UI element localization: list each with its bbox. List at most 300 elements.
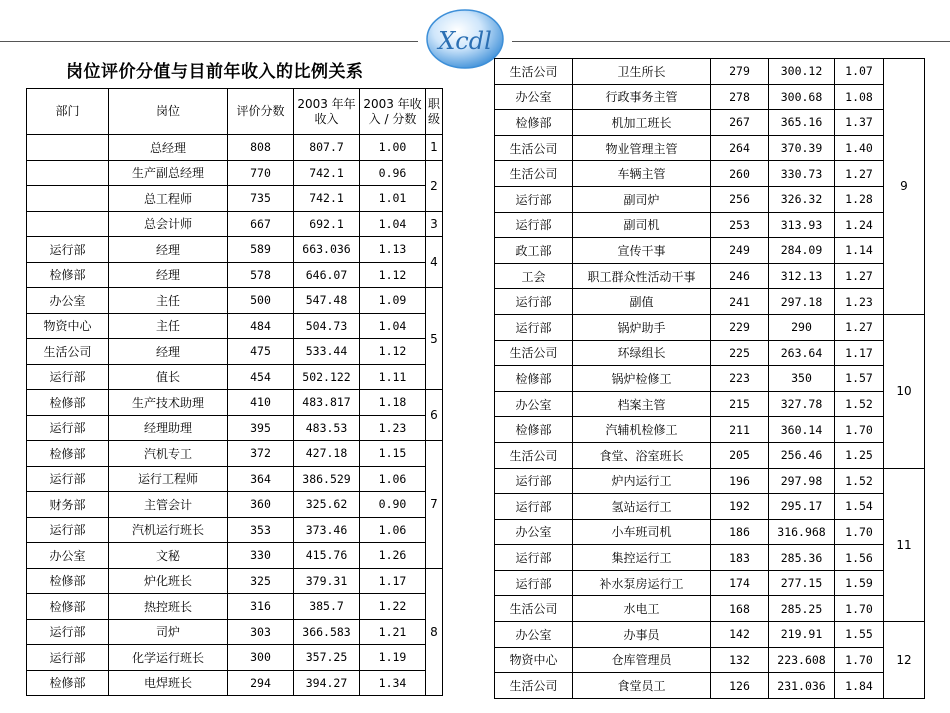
cell-ratio: 1.55 [835,622,884,648]
cell-ratio: 1.70 [835,417,884,443]
cell-score: 294 [228,670,294,696]
table-row [495,673,925,699]
cell-income: 386.529 [294,466,360,492]
cell-department: 生活公司 [495,59,573,85]
cell-department: 运行部 [27,517,109,543]
table-row [27,441,443,467]
cell-position: 职工群众性活动干事 [573,263,711,289]
cell-ratio: 1.40 [835,135,884,161]
cell-income: 357.25 [294,645,360,671]
table-row [495,570,925,596]
table-row [495,442,925,468]
cell-income: 502.122 [294,364,360,390]
cell-ratio: 1.52 [835,391,884,417]
cell-ratio: 1.70 [835,647,884,673]
cell-department: 办公室 [495,391,573,417]
cell-grade: 1 [426,135,443,161]
cell-grade: 6 [426,390,443,441]
cell-ratio: 1.54 [835,494,884,520]
cell-grade: 12 [884,622,925,699]
cell-income: 394.27 [294,670,360,696]
table-row [495,417,925,443]
cell-department: 运行部 [495,570,573,596]
table-row [495,59,925,85]
table-row [27,415,443,441]
cell-income: 285.25 [769,596,835,622]
cell-department: 生活公司 [495,340,573,366]
cell-position: 锅炉助手 [573,314,711,340]
cell-department: 办公室 [495,622,573,648]
cell-income: 742.1 [294,160,360,186]
cell-score: 325 [228,568,294,594]
cell-score: 578 [228,262,294,288]
cell-income: 263.64 [769,340,835,366]
cell-score: 278 [711,84,769,110]
cell-income: 807.7 [294,135,360,161]
cell-position: 办事员 [573,622,711,648]
cell-position: 电焊班长 [109,670,228,696]
cell-ratio: 1.27 [835,161,884,187]
cell-position: 经理助理 [109,415,228,441]
cell-department: 办公室 [27,288,109,314]
cell-department: 物资中心 [27,313,109,339]
cell-ratio: 1.37 [835,110,884,136]
cell-position: 化学运行班长 [109,645,228,671]
cell-department [27,211,109,237]
cell-score: 256 [711,186,769,212]
header-rule-left [0,41,418,42]
cell-department: 生活公司 [27,339,109,365]
cell-income: 533.44 [294,339,360,365]
cell-position: 车辆主管 [573,161,711,187]
table-row [27,517,443,543]
table-row [495,391,925,417]
cell-income: 277.15 [769,570,835,596]
cell-score: 475 [228,339,294,365]
table-row [27,645,443,671]
cell-income: 295.17 [769,494,835,520]
cell-ratio: 1.08 [835,84,884,110]
cell-score: 253 [711,212,769,238]
cell-score: 484 [228,313,294,339]
cell-score: 174 [711,570,769,596]
cell-position: 主管会计 [109,492,228,518]
cell-score: 410 [228,390,294,416]
cell-department: 运行部 [27,466,109,492]
cell-score: 364 [228,466,294,492]
cell-ratio: 1.13 [360,237,426,263]
header-ratio: 2003 年收入 / 分数 [360,89,426,135]
cell-grade: 8 [426,568,443,696]
cell-score: 126 [711,673,769,699]
cell-position: 总经理 [109,135,228,161]
cell-position: 汽机运行班长 [109,517,228,543]
table-row [495,647,925,673]
cell-ratio: 1.52 [835,468,884,494]
table-row [495,212,925,238]
cell-score: 330 [228,543,294,569]
cell-position: 炉内运行工 [573,468,711,494]
left-data-table [26,88,443,696]
cell-income: 350 [769,366,835,392]
header-position: 岗位 [109,89,228,135]
cell-department: 运行部 [27,619,109,645]
cell-score: 183 [711,545,769,571]
cell-grade: 11 [884,468,925,622]
cell-position: 氢站运行工 [573,494,711,520]
cell-score: 211 [711,417,769,443]
cell-department: 运行部 [495,212,573,238]
cell-position: 总工程师 [109,186,228,212]
cell-department: 运行部 [495,289,573,315]
cell-position: 仓库管理员 [573,647,711,673]
cell-score: 249 [711,238,769,264]
cell-ratio: 1.22 [360,594,426,620]
cell-position: 档案主管 [573,391,711,417]
cell-income: 326.32 [769,186,835,212]
cell-grade: 7 [426,441,443,569]
cell-department: 运行部 [495,545,573,571]
cell-ratio: 1.12 [360,262,426,288]
cell-income: 300.68 [769,84,835,110]
table-row [27,262,443,288]
cell-income: 373.46 [294,517,360,543]
cell-score: 279 [711,59,769,85]
cell-income: 325.62 [294,492,360,518]
cell-department: 物资中心 [495,647,573,673]
table-row [495,161,925,187]
cell-department: 检修部 [495,366,573,392]
cell-ratio: 1.26 [360,543,426,569]
cell-score: 735 [228,186,294,212]
cell-position: 卫生所长 [573,59,711,85]
cell-ratio: 1.19 [360,645,426,671]
table-row [495,545,925,571]
cell-score: 168 [711,596,769,622]
table-row [495,263,925,289]
cell-ratio: 1.27 [835,314,884,340]
cell-income: 483.817 [294,390,360,416]
cell-department: 检修部 [27,390,109,416]
cell-score: 229 [711,314,769,340]
cell-position: 生产技术助理 [109,390,228,416]
cell-position: 宣传干事 [573,238,711,264]
cell-ratio: 1.04 [360,211,426,237]
cell-ratio: 1.07 [835,59,884,85]
cell-ratio: 0.96 [360,160,426,186]
cell-grade: 3 [426,211,443,237]
cell-ratio: 1.06 [360,466,426,492]
cell-income: 663.036 [294,237,360,263]
cell-department: 生活公司 [495,596,573,622]
table-header-row [27,89,443,135]
cell-score: 770 [228,160,294,186]
cell-ratio: 1.04 [360,313,426,339]
cell-department [27,186,109,212]
header-score: 评价分数 [228,89,294,135]
cell-score: 241 [711,289,769,315]
table-row [495,289,925,315]
cell-ratio: 1.12 [360,339,426,365]
cell-position: 机加工班长 [573,110,711,136]
cell-department: 运行部 [495,468,573,494]
table-row [495,84,925,110]
cell-department: 运行部 [27,364,109,390]
cell-income: 297.18 [769,289,835,315]
table-row [495,468,925,494]
table-row [27,492,443,518]
cell-position: 热控班长 [109,594,228,620]
cell-grade: 9 [884,59,925,315]
cell-ratio: 1.70 [835,519,884,545]
cell-department: 检修部 [27,594,109,620]
cell-score: 500 [228,288,294,314]
cell-score: 142 [711,622,769,648]
cell-position: 经理 [109,262,228,288]
cell-ratio: 1.56 [835,545,884,571]
cell-position: 食堂员工 [573,673,711,699]
cell-income: 366.583 [294,619,360,645]
cell-ratio: 1.15 [360,441,426,467]
cell-department: 检修部 [27,670,109,696]
cell-department: 办公室 [495,84,573,110]
cell-department: 生活公司 [495,161,573,187]
cell-position: 物业管理主管 [573,135,711,161]
cell-score: 225 [711,340,769,366]
cell-income: 290 [769,314,835,340]
cell-ratio: 1.27 [835,263,884,289]
table-row [495,519,925,545]
cell-income: 365.16 [769,110,835,136]
table-row [27,594,443,620]
cell-position: 集控运行工 [573,545,711,571]
cell-position: 生产副总经理 [109,160,228,186]
cell-ratio: 1.28 [835,186,884,212]
cell-department: 生活公司 [495,673,573,699]
cell-score: 360 [228,492,294,518]
cell-ratio: 1.11 [360,364,426,390]
cell-ratio: 1.70 [835,596,884,622]
cell-grade: 5 [426,288,443,390]
cell-score: 454 [228,364,294,390]
table-row [27,619,443,645]
cell-ratio: 1.14 [835,238,884,264]
company-logo [425,8,505,70]
right-data-table [494,58,925,699]
cell-ratio: 1.00 [360,135,426,161]
cell-position: 经理 [109,339,228,365]
cell-ratio: 1.25 [835,442,884,468]
cell-position: 炉化班长 [109,568,228,594]
cell-income: 370.39 [769,135,835,161]
cell-score: 808 [228,135,294,161]
cell-score: 215 [711,391,769,417]
cell-income: 312.13 [769,263,835,289]
cell-score: 246 [711,263,769,289]
cell-income: 285.36 [769,545,835,571]
cell-department: 生活公司 [495,135,573,161]
table-row [495,135,925,161]
cell-position: 副司机 [573,212,711,238]
cell-income: 316.968 [769,519,835,545]
cell-position: 总会计师 [109,211,228,237]
table-row [495,186,925,212]
cell-department: 检修部 [495,417,573,443]
cell-ratio: 0.90 [360,492,426,518]
table-row [495,596,925,622]
table-row [495,314,925,340]
cell-score: 205 [711,442,769,468]
cell-income: 427.18 [294,441,360,467]
cell-department: 运行部 [27,237,109,263]
cell-department: 检修部 [27,262,109,288]
cell-ratio: 1.17 [835,340,884,366]
cell-income: 385.7 [294,594,360,620]
cell-position: 食堂、浴室班长 [573,442,711,468]
table-row [27,160,443,186]
cell-ratio: 1.06 [360,517,426,543]
cell-score: 395 [228,415,294,441]
cell-department: 检修部 [495,110,573,136]
table-row [27,211,443,237]
cell-income: 504.73 [294,313,360,339]
cell-department: 生活公司 [495,442,573,468]
cell-department: 运行部 [27,415,109,441]
cell-ratio: 1.21 [360,619,426,645]
cell-score: 300 [228,645,294,671]
cell-score: 132 [711,647,769,673]
table-row [495,366,925,392]
table-row [27,568,443,594]
cell-score: 589 [228,237,294,263]
cell-position: 补水泵房运行工 [573,570,711,596]
cell-position: 主任 [109,288,228,314]
cell-department [27,160,109,186]
table-row [27,288,443,314]
cell-income: 231.036 [769,673,835,699]
table-row [495,110,925,136]
table-row [27,339,443,365]
cell-score: 264 [711,135,769,161]
cell-department: 检修部 [27,441,109,467]
cell-income: 300.12 [769,59,835,85]
cell-score: 196 [711,468,769,494]
cell-score: 372 [228,441,294,467]
cell-position: 副司炉 [573,186,711,212]
cell-ratio: 1.18 [360,390,426,416]
table-row [27,390,443,416]
cell-department: 运行部 [495,494,573,520]
table-row [27,135,443,161]
cell-position: 运行工程师 [109,466,228,492]
cell-position: 汽辅机检修工 [573,417,711,443]
cell-ratio: 1.84 [835,673,884,699]
cell-position: 小车班司机 [573,519,711,545]
cell-income: 327.78 [769,391,835,417]
cell-position: 水电工 [573,596,711,622]
header-income: 2003 年年收入 [294,89,360,135]
cell-department: 工会 [495,263,573,289]
table-row [27,466,443,492]
cell-ratio: 1.17 [360,568,426,594]
cell-income: 415.76 [294,543,360,569]
cell-ratio: 1.23 [360,415,426,441]
cell-department: 运行部 [27,645,109,671]
table-row [495,494,925,520]
cell-position: 汽机专工 [109,441,228,467]
cell-department: 运行部 [495,314,573,340]
cell-score: 667 [228,211,294,237]
cell-income: 330.73 [769,161,835,187]
table-row [27,364,443,390]
header-grade: 职级 [426,89,443,135]
cell-income: 379.31 [294,568,360,594]
cell-income: 297.98 [769,468,835,494]
cell-income: 284.09 [769,238,835,264]
table-row [27,237,443,263]
page-title: 岗位评价分值与目前年收入的比例关系 [66,62,364,82]
cell-score: 316 [228,594,294,620]
cell-department [27,135,109,161]
table-row [495,238,925,264]
cell-position: 副值 [573,289,711,315]
cell-score: 223 [711,366,769,392]
cell-income: 219.91 [769,622,835,648]
cell-income: 742.1 [294,186,360,212]
cell-position: 环绿组长 [573,340,711,366]
cell-position: 文秘 [109,543,228,569]
cell-income: 360.14 [769,417,835,443]
header-rule-right [512,41,950,42]
cell-score: 303 [228,619,294,645]
cell-ratio: 1.57 [835,366,884,392]
cell-income: 646.07 [294,262,360,288]
cell-income: 692.1 [294,211,360,237]
cell-score: 186 [711,519,769,545]
cell-score: 260 [711,161,769,187]
cell-income: 313.93 [769,212,835,238]
cell-department: 运行部 [495,186,573,212]
cell-position: 值长 [109,364,228,390]
cell-ratio: 1.59 [835,570,884,596]
cell-income: 223.608 [769,647,835,673]
cell-department: 政工部 [495,238,573,264]
cell-position: 司炉 [109,619,228,645]
cell-position: 经理 [109,237,228,263]
table-row [495,622,925,648]
cell-grade: 2 [426,160,443,211]
cell-income: 256.46 [769,442,835,468]
cell-income: 547.48 [294,288,360,314]
table-row [27,186,443,212]
logo-text: Xcdl [438,27,492,55]
table-row [27,313,443,339]
cell-position: 行政事务主管 [573,84,711,110]
cell-ratio: 1.23 [835,289,884,315]
cell-score: 267 [711,110,769,136]
cell-department: 财务部 [27,492,109,518]
cell-position: 主任 [109,313,228,339]
table-row [27,543,443,569]
cell-department: 办公室 [27,543,109,569]
cell-score: 192 [711,494,769,520]
cell-position: 锅炉检修工 [573,366,711,392]
cell-ratio: 1.34 [360,670,426,696]
cell-score: 353 [228,517,294,543]
table-row [27,670,443,696]
cell-grade: 10 [884,314,925,468]
cell-ratio: 1.01 [360,186,426,212]
